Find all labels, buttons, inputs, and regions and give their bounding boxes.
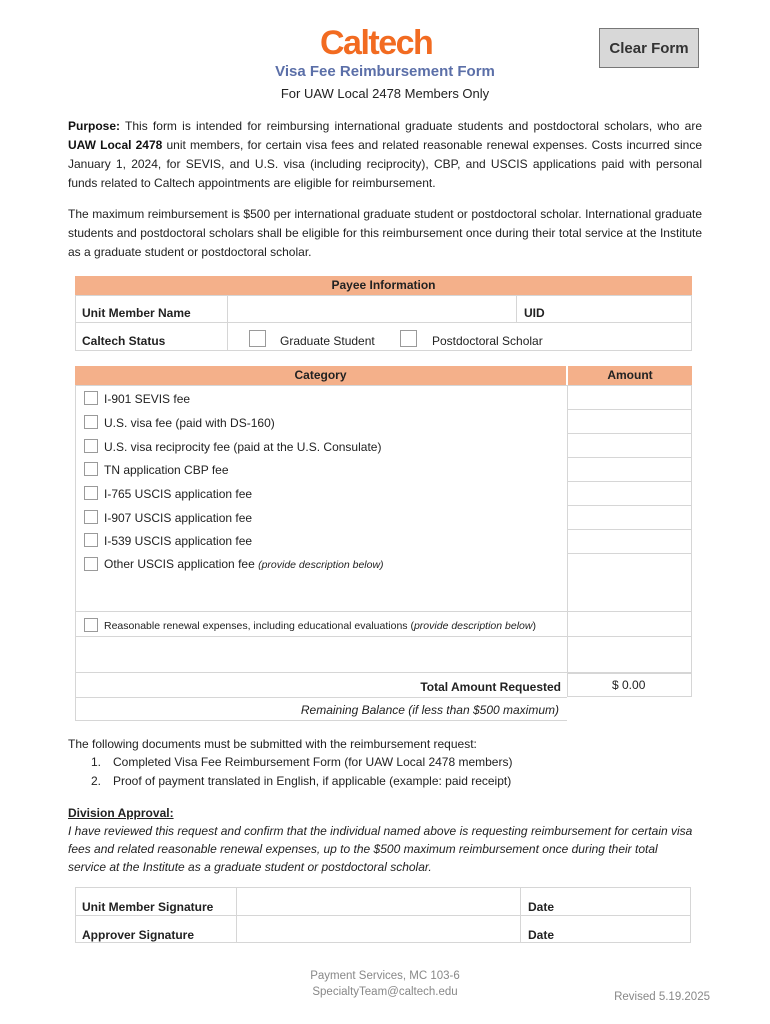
document-number: 1.	[91, 755, 102, 769]
form-title: Visa Fee Reimbursement Form	[275, 63, 495, 80]
tn-cbp-checkbox[interactable]	[84, 462, 98, 476]
signature-col-divider	[236, 887, 237, 943]
unit-member-signature-label: Unit Member Signature	[82, 900, 214, 914]
amount-row-divider	[567, 409, 692, 410]
visa-reciprocity-checkbox[interactable]	[84, 439, 98, 453]
payee-col-divider	[227, 295, 228, 351]
graduate-student-label: Graduate Student	[280, 334, 375, 348]
i907-checkbox[interactable]	[84, 510, 98, 524]
footer-address: Payment Services, MC 103-6	[310, 970, 460, 982]
remaining-balance-label: Remaining Balance (if less than $500 maximum)	[300, 703, 559, 717]
renewal-note: provide description below	[413, 620, 533, 632]
other-uscis-text: Other USCIS application fee	[104, 557, 259, 571]
amount-row-divider	[567, 481, 692, 482]
caltech-status-label: Caltech Status	[82, 334, 166, 348]
footer-email: SpecialtyTeam@caltech.edu	[312, 986, 458, 998]
renewal-expenses-label	[104, 620, 536, 632]
documents-intro: The following documents must be submitted with the reimbursement request:	[68, 737, 477, 751]
payee-divider	[75, 322, 692, 323]
total-amount-value: $ 0.00	[612, 678, 646, 692]
i765-checkbox[interactable]	[84, 486, 98, 500]
unit-member-signature-input[interactable]	[238, 889, 518, 913]
date-label: Date	[528, 928, 555, 942]
postdoctoral-scholar-label: Postdoctoral Scholar	[432, 334, 543, 348]
i539-checkbox[interactable]	[84, 533, 98, 547]
renewal-close: )	[532, 620, 536, 632]
amount-row-divider	[567, 505, 692, 506]
amount-row-divider	[567, 457, 692, 458]
visa-fee-checkbox[interactable]	[84, 415, 98, 429]
category-item: TN application CBP fee	[104, 463, 229, 477]
amount-row-divider	[567, 553, 692, 554]
approver-date-input[interactable]	[560, 917, 689, 941]
renewal-expenses-checkbox[interactable]	[84, 618, 98, 632]
form-subtitle: For UAW Local 2478 Members Only	[280, 86, 490, 101]
purpose-bold: UAW Local 2478	[68, 138, 163, 152]
description-divider	[75, 611, 692, 612]
renewal-description-input[interactable]	[77, 638, 565, 671]
category-header: Category	[75, 366, 566, 385]
other-description-input[interactable]	[77, 573, 565, 609]
category-item: I-765 USCIS application fee	[104, 487, 253, 501]
other-uscis-label	[104, 557, 384, 571]
remaining-bottom-line	[75, 720, 567, 721]
purpose-text-1: This form is intended for reimbursing international graduate students and postdoctoral scholars, who are	[120, 119, 702, 133]
date-col-divider	[520, 887, 521, 943]
revised-date: Revised 5.19.2025	[614, 991, 710, 1003]
amount-header: Amount	[568, 366, 692, 385]
caltech-logo: Caltech	[320, 24, 433, 62]
purpose-paragraph	[68, 117, 702, 193]
clear-form-button[interactable]: Clear Form	[599, 28, 699, 68]
category-item: I-539 USCIS application fee	[104, 534, 253, 548]
unit-member-name-label: Unit Member Name	[82, 306, 191, 320]
document-number: 2.	[91, 774, 102, 788]
division-approval-text: I have reviewed this request and confirm that the individual named above is requesting reimbursement for certain visa fees and related reasonable renewal expenses, up to the $500 maximum reimbursement once during their total service at the Institute as a graduate student or postdoctoral scholar.	[68, 824, 693, 874]
category-item: U.S. visa fee (paid with DS-160)	[104, 416, 275, 430]
document-item: Completed Visa Fee Reimbursement Form (for UAW Local 2478 members)	[113, 755, 513, 769]
category-item: I-901 SEVIS fee	[104, 392, 191, 406]
other-uscis-note: (provide description below)	[258, 559, 384, 571]
other-uscis-checkbox[interactable]	[84, 557, 98, 571]
purpose-label: Purpose:	[68, 119, 121, 133]
total-amount-label: Total Amount Requested	[420, 680, 561, 694]
graduate-student-checkbox[interactable]	[249, 330, 266, 347]
purpose-text-2: unit members, for certain visa fees and related reasonable renewal expenses. Costs incurred since January 1, 2024, for SEVIS, and U.S. visa (including reciprocity), CBP, and USCIS applications paid with personal funds related to Caltech appointments are eligible for reimbursement.	[68, 138, 702, 190]
postdoctoral-scholar-checkbox[interactable]	[400, 330, 417, 347]
totals-left-line	[75, 673, 76, 721]
payee-information-band: Payee Information	[75, 276, 692, 295]
category-item: I-907 USCIS application fee	[104, 511, 253, 525]
division-approval-heading: Division Approval:	[68, 806, 174, 820]
renewal-divider	[75, 636, 692, 637]
signature-divider	[75, 915, 691, 916]
member-date-input[interactable]	[560, 889, 689, 913]
category-item: U.S. visa reciprocity fee (paid at the U.S. Consulate)	[104, 440, 382, 454]
maximum-paragraph: The maximum reimbursement is $500 per international graduate student or postdoctoral scholar. International graduate students and postdoctoral scholars shall be eligible for this reimbursement once during their total service at the Institute as a graduate student or postdoctoral scholar.	[68, 207, 702, 259]
uid-input[interactable]	[555, 297, 690, 320]
unit-member-name-input[interactable]	[229, 297, 514, 320]
approver-signature-label: Approver Signature	[82, 928, 195, 942]
amount-row-divider	[567, 529, 692, 530]
total-divider	[75, 697, 567, 698]
amount-row-divider	[567, 433, 692, 434]
document-item: Proof of payment translated in English, if applicable (example: paid receipt)	[113, 774, 512, 788]
sevis-fee-checkbox[interactable]	[84, 391, 98, 405]
approver-signature-input[interactable]	[238, 917, 518, 941]
date-label: Date	[528, 900, 555, 914]
renewal-text: Reasonable renewal expenses, including educational evaluations (	[104, 620, 414, 632]
uid-divider	[516, 295, 517, 322]
uid-label: UID	[524, 306, 545, 320]
